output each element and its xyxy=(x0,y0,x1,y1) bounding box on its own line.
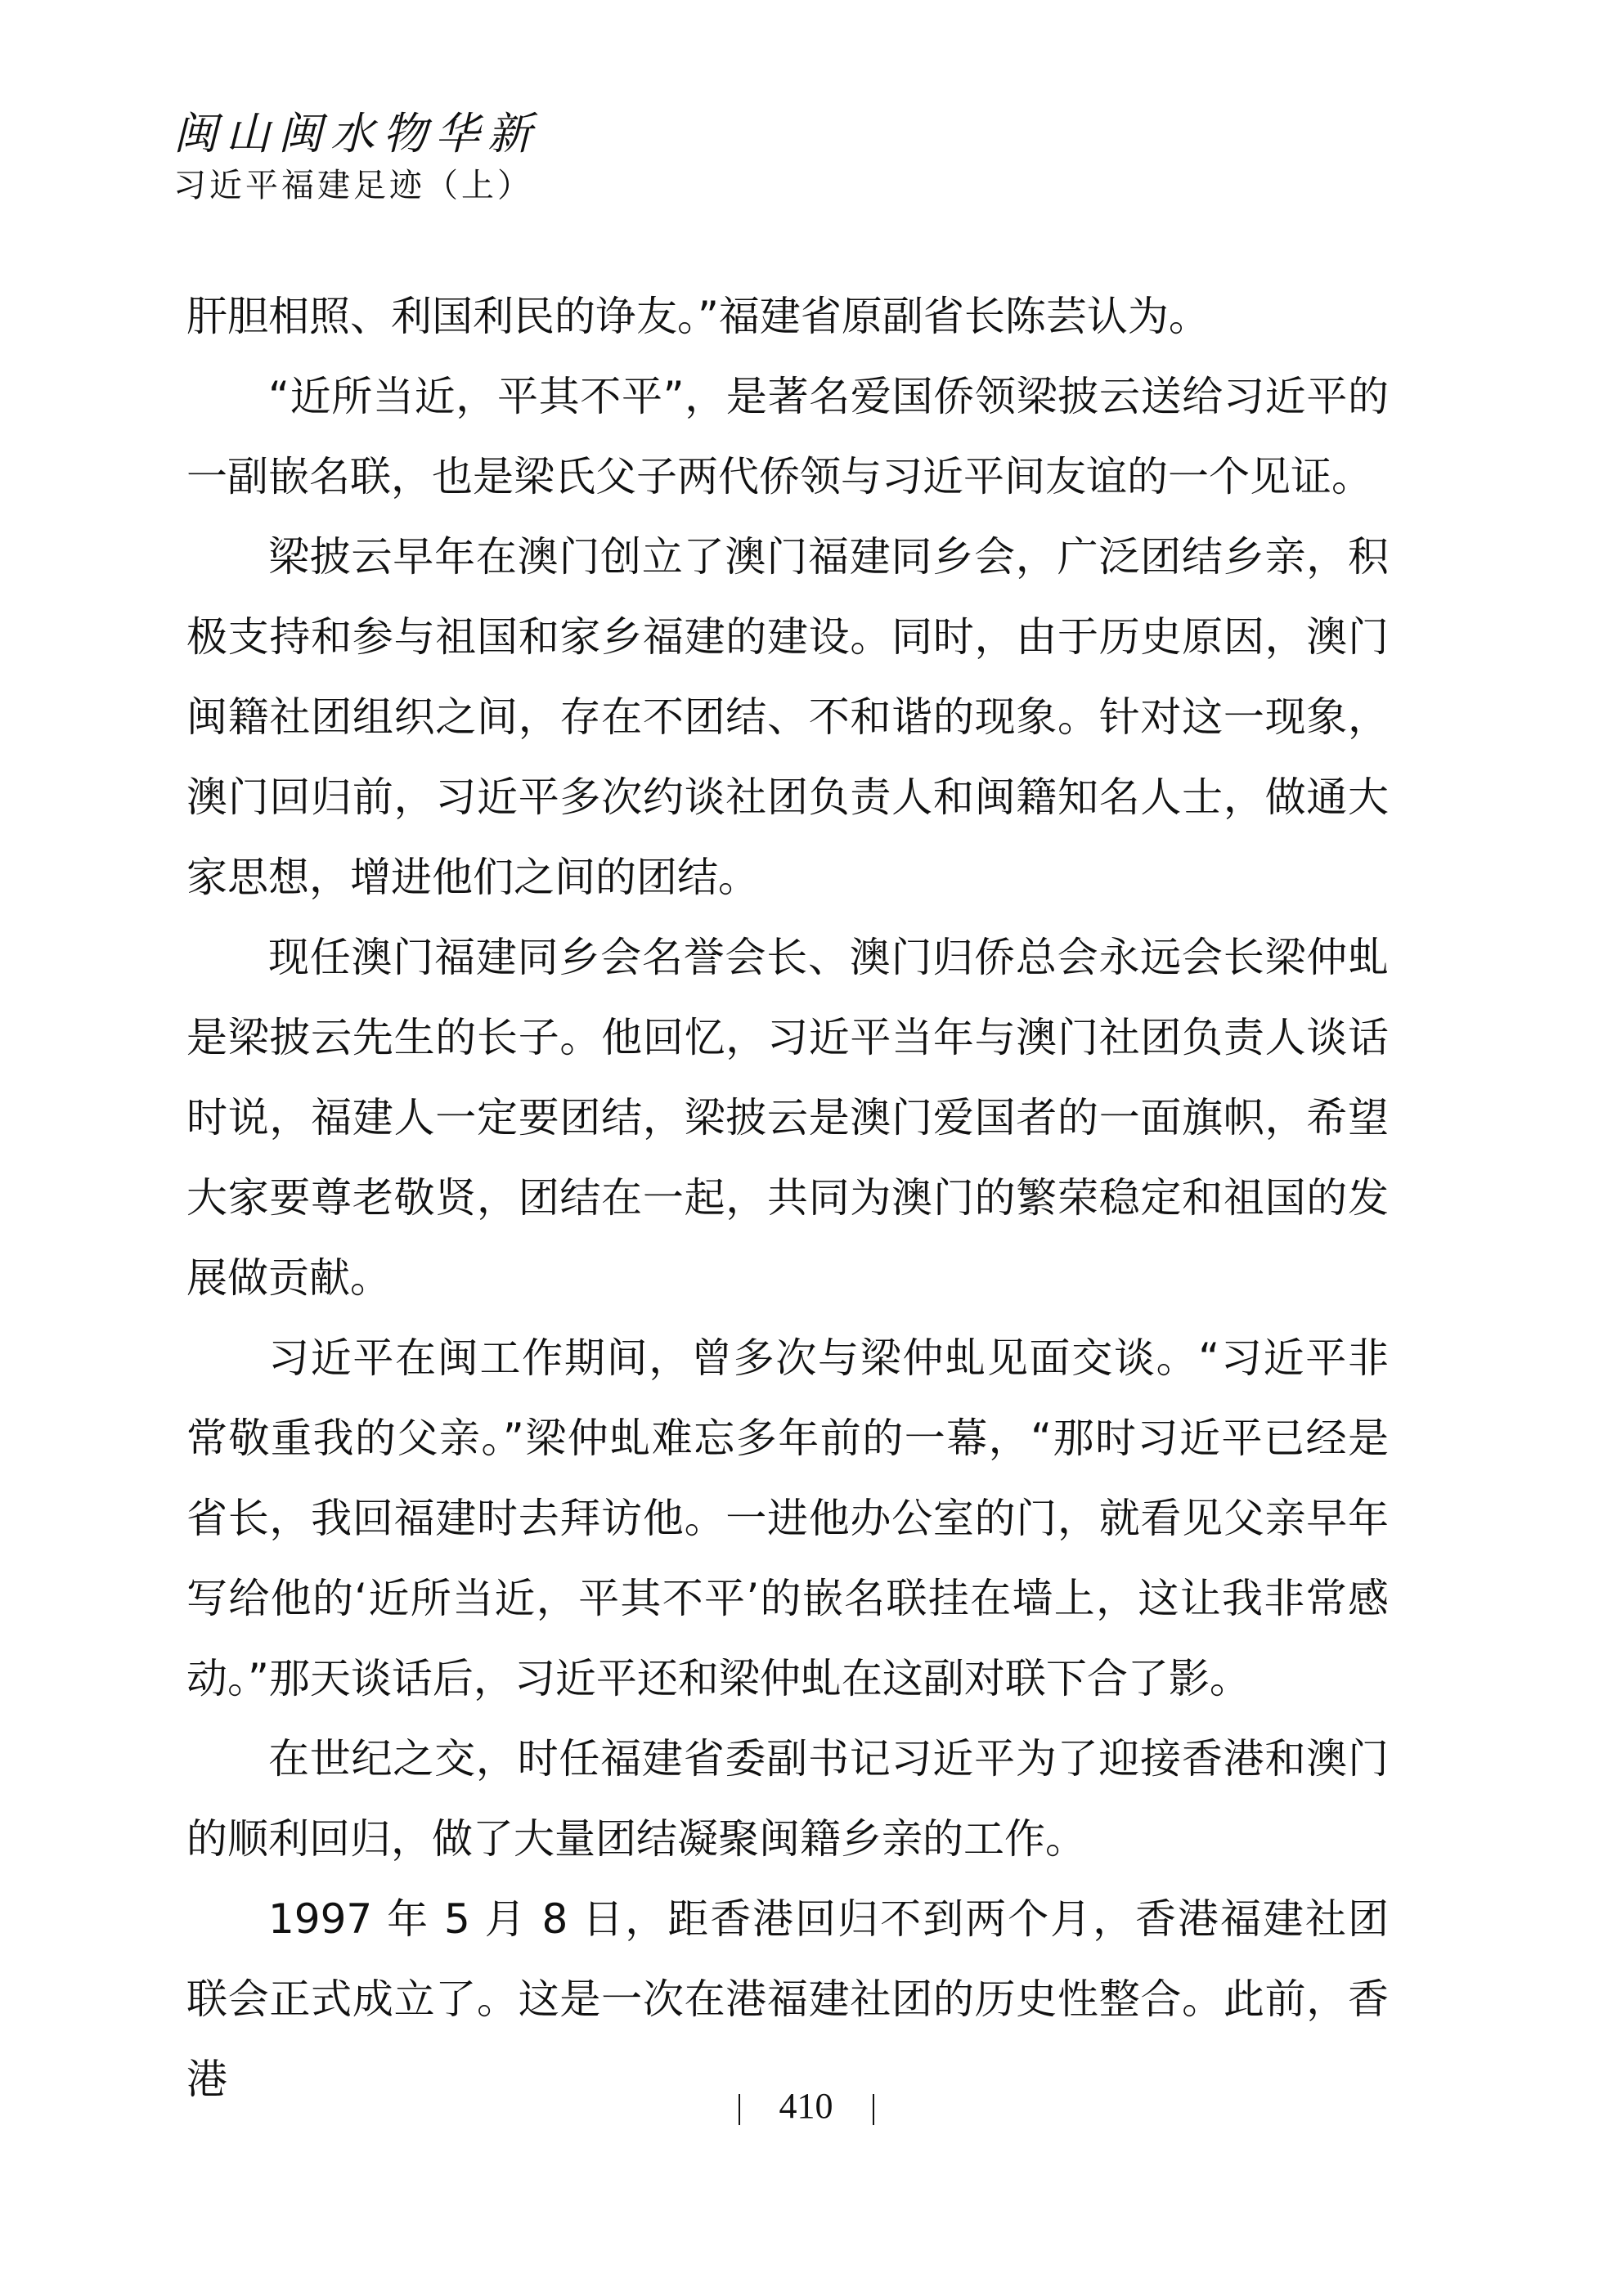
book-title: 闽山闽水物华新 xyxy=(173,108,540,159)
paragraph: 在世纪之交，时任福建省委副书记习近平为了迎接香港和澳门的顺利回归，做了大量团结凝聚闽籍乡亲的工作。 xyxy=(186,1735,1389,1863)
page-number-left-rule xyxy=(739,2094,740,2125)
page-number-right-rule xyxy=(873,2094,874,2125)
page-number: 410 xyxy=(779,2086,833,2126)
running-head xyxy=(173,105,540,208)
paragraph: “近所当近，平其不平”，是著名爱国侨领梁披云送给习近平的一副嵌名联，也是梁氏父子两代侨领与习近平间友谊的一个见证。 xyxy=(186,373,1389,500)
paragraph: 习近平在闽工作期间，曾多次与梁仲虬见面交谈。“习近平非常敬重我的父亲。”梁仲虬难忘多年前的一幕，“那时习近平已经是省长，我回福建时去拜访他。一进他办公室的门，就看见父亲早年写给他的‘近所当近，平其不平’的嵌名联挂在墙上，这让我非常感动。”那天谈话后，习近平还和梁仲虬在这副对联下合了影。 xyxy=(186,1334,1389,1702)
book-subtitle: 习近平福建足迹（上） xyxy=(173,167,533,204)
paragraph-continued: 肝胆相照、利国利民的诤友。”福建省原副省长陈芸认为。 xyxy=(186,293,1210,340)
paragraph: 梁披云早年在澳门创立了澳门福建同乡会，广泛团结乡亲，积极支持和参与祖国和家乡福建的建设。同时，由于历史原因，澳门闽籍社团组织之间，存在不团结、不和谐的现象。针对这一现象，澳门回归前，习近平多次约谈社团负责人和闽籍知名人士，做通大家思想，增进他们之间的团结。 xyxy=(186,533,1389,901)
page-footer xyxy=(0,2085,1612,2127)
paragraph: 1997 年 5 月 8 日，距香港回归不到两个月，香港福建社团联会正式成立了。这是一次在港福建社团的历史性整合。此前，香港 xyxy=(186,1895,1389,2103)
page-body xyxy=(186,276,1389,2119)
paragraph: 现任澳门福建同乡会名誉会长、澳门归侨总会永远会长梁仲虬是梁披云先生的长子。他回忆，习近平当年与澳门社团负责人谈话时说，福建人一定要团结，梁披云是澳门爱国者的一面旗帜，希望大家要尊老敬贤，团结在一起，共同为澳门的繁荣稳定和祖国的发展做贡献。 xyxy=(186,934,1389,1302)
